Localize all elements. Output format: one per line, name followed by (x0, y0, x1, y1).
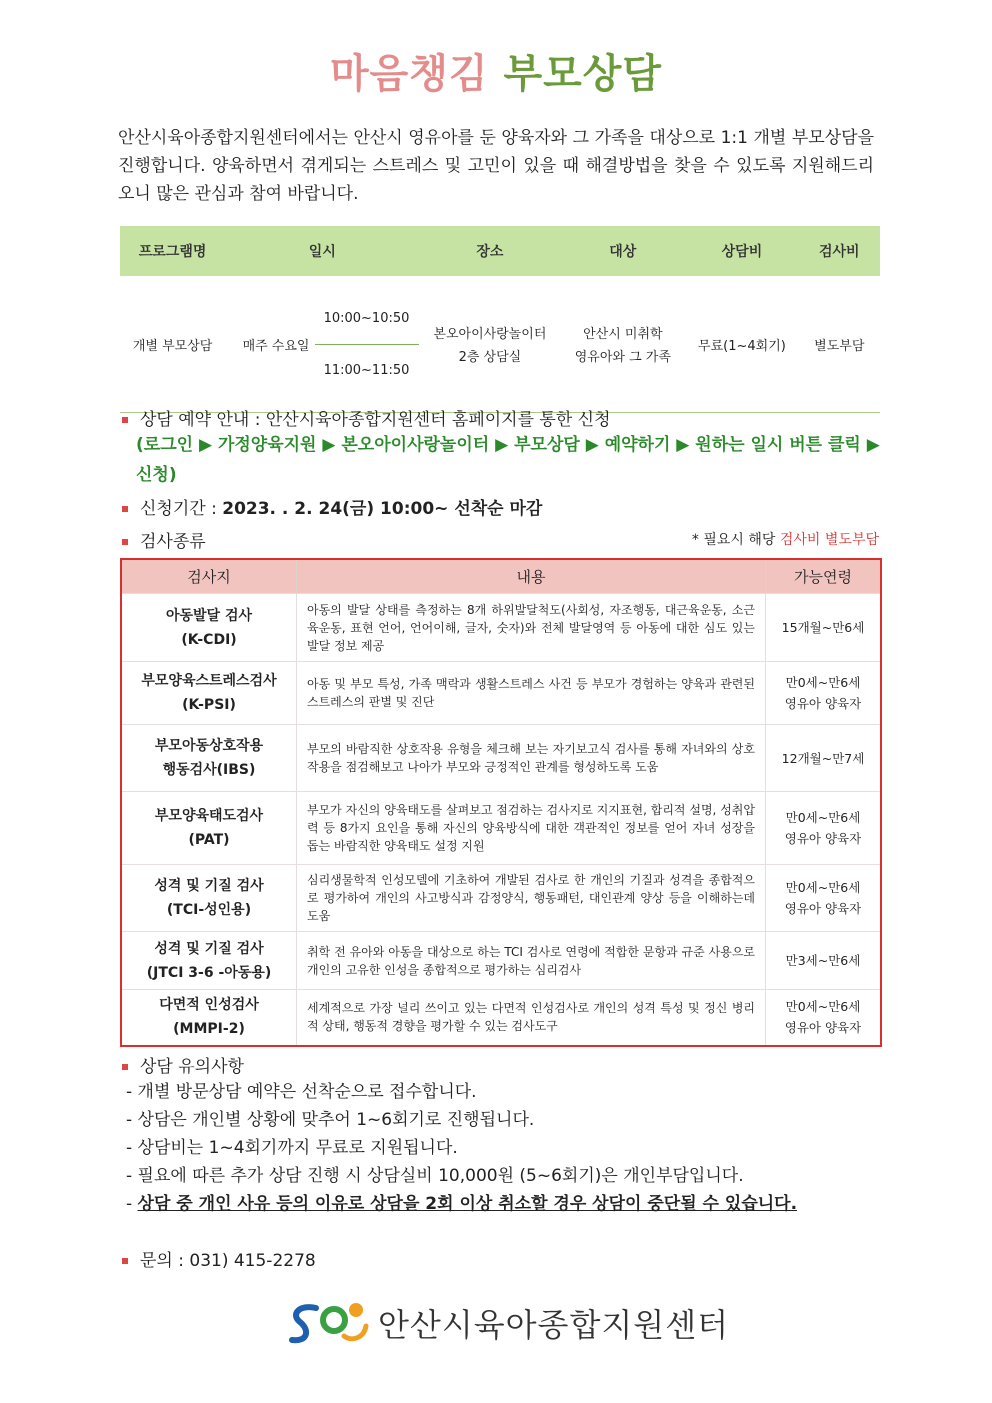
test-header-age: 가능연령 (766, 559, 882, 594)
test-age-line1: 만3세~만6세 (785, 953, 861, 968)
test-name-line2: (PAT) (188, 832, 230, 848)
test-desc: 취학 전 유아와 아동을 대상으로 하는 TCI 검사로 연령에 적합한 문항과 규준 사용으로 개인의 고유한 인성을 종합적으로 평가하는 심리검사 (297, 932, 766, 990)
test-age-line2: 영유아 양육자 (784, 831, 862, 846)
test-name-line1: 부모양육스트레스검사 (141, 673, 277, 689)
test-header-desc: 내용 (297, 559, 766, 594)
test-desc: 부모의 바람직한 상호작용 유형을 체크해 보는 자기보고식 검사를 통해 자녀와의 상호작용을 점검해보고 나아가 부모와 긍정적인 관계를 형성하도록 도움 (297, 725, 766, 792)
table-row (121, 990, 881, 1046)
time-divider (315, 344, 419, 345)
table-row (121, 725, 881, 792)
test-name-line1: 성격 및 기질 검사 (154, 878, 264, 894)
application-period (122, 494, 542, 519)
program-name: 개별 부모상담 (120, 276, 225, 413)
test-desc: 심리생물학적 인성모델에 기초하여 개발된 검사로 한 개인의 기질과 성격을 종합적으로 평가하여 개인의 사고방식과 감정양식, 행동패턴, 대인관계 양상 등을 이해하는데 도움 (297, 865, 766, 932)
page-title (0, 42, 992, 99)
test-name-line1: 부모양육태도검사 (154, 808, 264, 824)
program-table (120, 226, 880, 413)
title-part1: 마음챙김 (329, 51, 489, 97)
program-day: 매주 수요일 (225, 276, 313, 413)
test-name-line2: (TCI-성인용) (166, 902, 252, 918)
caution-item: - 상담은 개인별 상황에 맞추어 1~6회기로 진행됩니다. (126, 1110, 535, 1130)
test-header-name: 검사지 (121, 559, 297, 594)
test-name (121, 662, 297, 725)
caution-item-last (126, 1190, 797, 1218)
test-name (121, 594, 297, 662)
period-label: 신청기간 : (140, 499, 223, 519)
bullet-square-icon (122, 417, 128, 423)
test-name (121, 725, 297, 792)
caution-item: - 필요에 따른 추가 상담 진행 시 상담실비 10,000원 (5~6회기)은 개인부담입니다. (126, 1166, 744, 1186)
test-age-line2: 영유아 양육자 (784, 1020, 862, 1036)
caution-dash: - (126, 1194, 138, 1214)
test-name-line1: 다면적 인성검사 (159, 997, 259, 1014)
table-row (121, 594, 881, 662)
program-test-fee: 별도부담 (799, 276, 880, 413)
test-name (121, 990, 297, 1046)
title-part2: 부모상담 (503, 51, 663, 97)
cautions-list (126, 1078, 797, 1218)
test-age-line1: 만0세~만6세 (785, 999, 861, 1015)
period-value: 2023. . 2. 24(금) 10:00~ 선착순 마감 (222, 499, 543, 519)
cautions-label: 상담 유의사항 (140, 1057, 244, 1077)
test-age (766, 594, 882, 662)
note-prefix: * 필요시 해당 (691, 532, 780, 548)
test-age (766, 932, 882, 990)
test-desc: 부모가 자신의 양육태도를 살펴보고 점검하는 검사지로 지지표현, 합리적 설명, 성취압력 등 8가지 요인을 통해 자신의 양육방식에 대한 객관적인 정보를 얻어 자녀 성장을 돕는 바람직한 양육태도 설정 지원 (297, 792, 766, 865)
reservation-steps: (로그인 ▶ 가정양육지원 ▶ 본오아이사랑놀이터 ▶ 부모상담 ▶ 예약하기 ▶ 원하는 일시 버튼 클릭 ▶ 신청) (136, 435, 880, 485)
test-types-label: 검사종류 (140, 532, 206, 552)
test-desc: 아동의 발달 상태를 측정하는 8개 하위발달척도(사회성, 자조행동, 대근육운동, 소근육운동, 표현 언어, 언어이해, 글자, 숫자)와 전체 발달영역 등 아동에 대한 심도 있는 발달 정보 제공 (297, 594, 766, 662)
test-name-line2: (MMPI-2) (173, 1021, 245, 1038)
test-age-line1: 만0세~만6세 (785, 810, 861, 825)
bullet-square-icon (122, 1258, 128, 1264)
reservation-label: 상담 예약 안내 : 안산시육아종합지원센터 홈페이지를 통한 신청 (140, 410, 611, 430)
program-header-row (120, 226, 880, 276)
program-time1: 10:00~10:50 (323, 310, 410, 326)
test-name-line1: 부모아동상호작용 (154, 738, 264, 754)
test-name (121, 865, 297, 932)
test-name-line2: (JTCI 3-6 -아동용) (146, 964, 272, 981)
test-age (766, 990, 882, 1046)
program-header-fee: 상담비 (685, 226, 798, 276)
test-name-line2: 행동검사(IBS) (162, 762, 256, 778)
test-name-line1: 아동발달 검사 (165, 607, 253, 624)
bullet-square-icon (122, 539, 128, 545)
test-fee-note (692, 529, 879, 549)
caution-item: - 상담비는 1~4회기까지 무료로 지원됩니다. (126, 1138, 458, 1158)
test-name (121, 932, 297, 990)
program-target1: 안산시 미취학 (583, 327, 663, 342)
test-age (766, 662, 882, 725)
program-fee: 무료(1~4회기) (685, 276, 798, 413)
table-row (121, 932, 881, 990)
test-age-line2: 영유아 양육자 (784, 696, 862, 711)
test-desc: 세계적으로 가장 널리 쓰이고 있는 다면적 인성검사로 개인의 성격 특성 및 정신 병리적 상태, 행동적 경향을 평가할 수 있는 검사도구 (297, 990, 766, 1046)
program-target2: 영유아와 그 가족 (574, 350, 671, 365)
program-target (560, 276, 685, 413)
test-age-line1: 만0세~만6세 (785, 880, 861, 895)
center-logo (286, 1298, 729, 1348)
test-name-line2: (K-CDI) (181, 631, 237, 648)
test-age (766, 865, 882, 932)
test-age (766, 792, 882, 865)
program-place1: 본오아이사랑놀이터 (433, 327, 547, 342)
test-name-line2: (K-PSI) (182, 697, 236, 713)
bullet-square-icon (122, 1064, 128, 1070)
test-name-line1: 성격 및 기질 검사 (154, 940, 264, 957)
test-header-row (121, 559, 881, 594)
program-header-place: 장소 (420, 226, 561, 276)
program-place (420, 276, 561, 413)
program-header-target: 대상 (560, 226, 685, 276)
program-row (120, 276, 880, 413)
test-name (121, 792, 297, 865)
program-times (314, 276, 420, 413)
test-types-heading (122, 527, 206, 552)
test-types-table (120, 558, 882, 1047)
table-row (121, 792, 881, 865)
test-age (766, 725, 882, 792)
program-time2: 11:00~11:50 (323, 362, 410, 378)
table-row (121, 662, 881, 725)
program-header-test-fee: 검사비 (799, 226, 880, 276)
test-age-line1: 만0세~만6세 (785, 675, 861, 690)
cautions-heading (122, 1052, 244, 1077)
contact (122, 1246, 316, 1271)
center-logo-text: 안산시육아종합지원센터 (378, 1306, 730, 1344)
program-header-schedule: 일시 (225, 226, 419, 276)
table-row (121, 865, 881, 932)
center-logo-icon (286, 1298, 372, 1348)
test-desc: 아동 및 부모 특성, 가족 맥락과 생활스트레스 사건 등 부모가 경험하는 양육과 관련된 스트레스의 판별 및 진단 (297, 662, 766, 725)
note-red: 검사비 별도부담 (779, 532, 879, 548)
test-age-line1: 12개월~만7세 (781, 750, 865, 766)
caution-item: - 개별 방문상담 예약은 선착순으로 접수합니다. (126, 1082, 477, 1102)
bullet-square-icon (122, 506, 128, 512)
caution-underlined: 상담 중 개인 사유 등의 이유로 상담을 2회 이상 취소할 경우 상담이 중단될 수 있습니다. (137, 1194, 798, 1214)
test-age-line2: 영유아 양육자 (784, 901, 862, 916)
test-age-line1: 15개월~만6세 (781, 620, 865, 635)
program-place2: 2층 상담실 (458, 350, 522, 365)
program-header-name: 프로그램명 (120, 226, 225, 276)
intro-paragraph: 안산시육아종합지원센터에서는 안산시 영유아를 둔 양육자와 그 가족을 대상으로 1:1 개별 부모상담을 진행합니다. 양육하면서 겪게되는 스트레스 및 고민이 있을 때 해결방법을 찾을 수 있도록 지원해드리오니 많은 관심과 참여 바랍니다. (118, 128, 874, 204)
reservation-info (122, 405, 611, 430)
contact-text: 문의 : 031) 415-2278 (140, 1251, 316, 1271)
